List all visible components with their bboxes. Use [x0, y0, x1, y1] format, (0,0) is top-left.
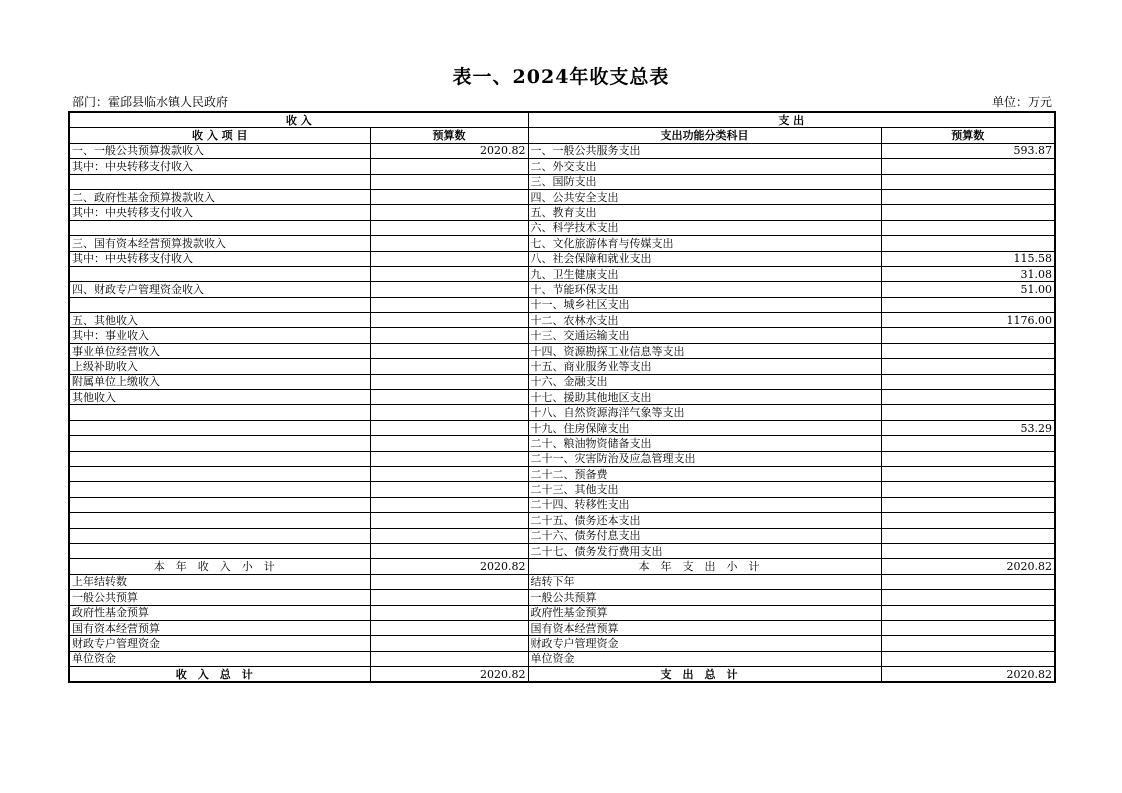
income-label [69, 405, 370, 420]
carry-expense-label: 单位资金 [528, 651, 881, 666]
income-label: 二、政府性基金预算拨款收入 [69, 189, 370, 204]
carry-expense-label: 结转下年 [528, 574, 881, 589]
income-item-header: 收 入 项 目 [69, 128, 370, 143]
income-value [370, 251, 528, 266]
income-subtotal-label: 本年收入小计 [69, 559, 370, 574]
expense-header: 支 出 [528, 112, 1055, 128]
expense-value: 593.87 [881, 143, 1055, 158]
expense-label: 十二、农林水支出 [528, 313, 881, 328]
expense-value [881, 359, 1055, 374]
income-value [370, 420, 528, 435]
income-label: 上级补助收入 [69, 359, 370, 374]
income-label: 附属单位上缴收入 [69, 374, 370, 389]
expense-value: 31.08 [881, 266, 1055, 281]
budget-table [68, 111, 1056, 683]
carry-income-label: 政府性基金预算 [69, 605, 370, 620]
income-value [370, 374, 528, 389]
expense-label: 二十、粮油物资储备支出 [528, 436, 881, 451]
expense-label: 十九、住房保障支出 [528, 420, 881, 435]
income-value [370, 313, 528, 328]
expense-label: 二十六、债务付息支出 [528, 528, 881, 543]
expense-value [881, 205, 1055, 220]
expense-label: 四、公共安全支出 [528, 189, 881, 204]
expense-label: 三、国防支出 [528, 174, 881, 189]
expense-label: 二十七、债务发行费用支出 [528, 543, 881, 558]
income-value: 2020.82 [370, 143, 528, 158]
income-header: 收 入 [69, 112, 528, 128]
expense-subtotal-label: 本年支出小计 [528, 559, 881, 574]
expense-label: 十三、交通运输支出 [528, 328, 881, 343]
income-label: 其中：中央转移支付收入 [69, 251, 370, 266]
carry-income-label: 单位资金 [69, 651, 370, 666]
income-value [370, 236, 528, 251]
expense-value [881, 220, 1055, 235]
expense-label: 十一、城乡社区支出 [528, 297, 881, 312]
income-value [370, 466, 528, 481]
expense-label: 二十四、转移性支出 [528, 497, 881, 512]
expense-label: 二十一、灾害防治及应急管理支出 [528, 451, 881, 466]
income-value [370, 482, 528, 497]
income-value [370, 436, 528, 451]
expense-subtotal-value: 2020.82 [881, 559, 1055, 574]
income-value [370, 159, 528, 174]
income-value [370, 451, 528, 466]
expense-value [881, 513, 1055, 528]
income-label [69, 436, 370, 451]
income-value [370, 543, 528, 558]
income-value [370, 266, 528, 281]
income-value [370, 205, 528, 220]
income-total-label: 收入总计 [69, 667, 370, 683]
income-value [370, 297, 528, 312]
income-label [69, 497, 370, 512]
expense-value [881, 390, 1055, 405]
expense-label: 二十五、债务还本支出 [528, 513, 881, 528]
expense-label: 十五、商业服务业等支出 [528, 359, 881, 374]
income-value [370, 220, 528, 235]
expense-value: 115.58 [881, 251, 1055, 266]
income-label: 三、国有资本经营预算拨款收入 [69, 236, 370, 251]
income-value [370, 528, 528, 543]
carry-expense-label: 财政专户管理资金 [528, 636, 881, 651]
income-total-value: 2020.82 [370, 667, 528, 683]
income-value [370, 343, 528, 358]
income-label: 事业单位经营收入 [69, 343, 370, 358]
income-value [370, 282, 528, 297]
expense-value: 1176.00 [881, 313, 1055, 328]
income-label: 其中：中央转移支付收入 [69, 205, 370, 220]
expense-value: 51.00 [881, 282, 1055, 297]
expense-item-header: 支出功能分类科目 [528, 128, 881, 143]
income-label [69, 174, 370, 189]
expense-value [881, 451, 1055, 466]
expense-label: 七、文化旅游体育与传媒支出 [528, 236, 881, 251]
expense-label: 二十二、预备费 [528, 466, 881, 481]
table-header-row [69, 112, 1055, 128]
income-label [69, 482, 370, 497]
carry-expense-label: 国有资本经营预算 [528, 620, 881, 635]
expense-total-label: 支出总计 [528, 667, 881, 683]
expense-label: 二、外交支出 [528, 159, 881, 174]
income-label: 五、其他收入 [69, 313, 370, 328]
expense-label: 一、一般公共服务支出 [528, 143, 881, 158]
expense-value [881, 159, 1055, 174]
subtotal-row [69, 559, 1055, 574]
income-label [69, 543, 370, 558]
expense-value [881, 236, 1055, 251]
income-value [370, 405, 528, 420]
income-label: 四、财政专户管理资金收入 [69, 282, 370, 297]
income-label [69, 451, 370, 466]
income-label [69, 420, 370, 435]
income-label [69, 466, 370, 481]
carry-income-label: 上年结转数 [69, 574, 370, 589]
expense-value [881, 482, 1055, 497]
income-label [69, 266, 370, 281]
income-budget-header: 预算数 [370, 128, 528, 143]
income-value [370, 189, 528, 204]
total-row [69, 667, 1055, 683]
expense-value [881, 497, 1055, 512]
carry-expense-label: 政府性基金预算 [528, 605, 881, 620]
carry-expense-label: 一般公共预算 [528, 590, 881, 605]
income-label [69, 528, 370, 543]
expense-value [881, 436, 1055, 451]
income-value [370, 328, 528, 343]
income-value [370, 390, 528, 405]
expense-label: 九、卫生健康支出 [528, 266, 881, 281]
expense-label: 十六、金融支出 [528, 374, 881, 389]
expense-value [881, 528, 1055, 543]
income-subtotal-value: 2020.82 [370, 559, 528, 574]
expense-value [881, 343, 1055, 358]
income-label [69, 297, 370, 312]
expense-value: 53.29 [881, 420, 1055, 435]
expense-value [881, 466, 1055, 481]
income-label: 其他收入 [69, 390, 370, 405]
expense-label: 二十三、其他支出 [528, 482, 881, 497]
expense-label: 八、社会保障和就业支出 [528, 251, 881, 266]
expense-label: 十四、资源勘探工业信息等支出 [528, 343, 881, 358]
income-label: 一、一般公共预算拨款收入 [69, 143, 370, 158]
income-value [370, 359, 528, 374]
carry-income-label: 一般公共预算 [69, 590, 370, 605]
carry-income-label: 财政专户管理资金 [69, 636, 370, 651]
expense-budget-header: 预算数 [881, 128, 1055, 143]
expense-value [881, 405, 1055, 420]
expense-value [881, 328, 1055, 343]
expense-label: 十、节能环保支出 [528, 282, 881, 297]
expense-label: 五、教育支出 [528, 205, 881, 220]
page-title: 表一、2024年收支总表 [452, 66, 670, 88]
table-subheader-row [69, 128, 1055, 143]
carry-income-label: 国有资本经营预算 [69, 620, 370, 635]
income-label [69, 513, 370, 528]
income-value [370, 497, 528, 512]
expense-value [881, 374, 1055, 389]
expense-value [881, 189, 1055, 204]
expense-value [881, 543, 1055, 558]
income-label: 其中：中央转移支付收入 [69, 159, 370, 174]
expense-label: 十七、援助其他地区支出 [528, 390, 881, 405]
expense-label: 十八、自然资源海洋气象等支出 [528, 405, 881, 420]
expense-value [881, 297, 1055, 312]
expense-label: 六、科学技术支出 [528, 220, 881, 235]
income-label [69, 220, 370, 235]
expense-value [881, 174, 1055, 189]
income-value [370, 174, 528, 189]
unit-label: 单位：万元 [991, 95, 1052, 109]
expense-total-value: 2020.82 [881, 667, 1055, 683]
department-label: 部门：霍邱县临水镇人民政府 [72, 95, 229, 109]
income-label: 其中：事业收入 [69, 328, 370, 343]
income-value [370, 513, 528, 528]
